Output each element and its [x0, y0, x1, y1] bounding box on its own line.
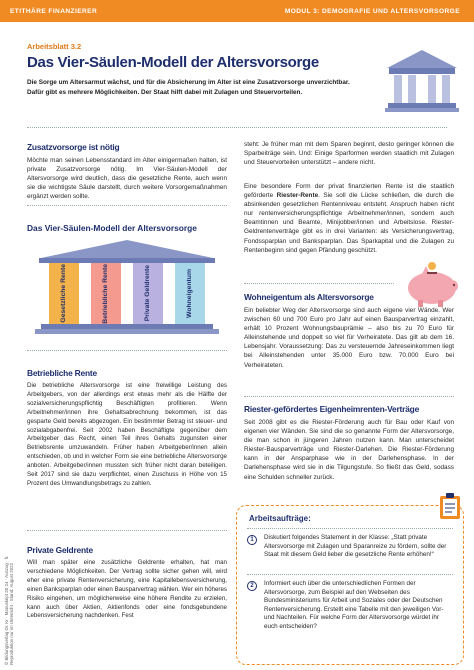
clipboard-icon [437, 492, 463, 520]
section-text-private-geldrente-cont: steht: Je früher man mit dem Sparen beginnt, desto geringer können die Sparbeiträge sein. Und: Einige Sparformen werden staatlich mit Zulagen und Steuervorteilen unterstützt – andere nicht. [244, 141, 454, 167]
page-title: Das Vier-Säulen-Modell der Altersvorsorge [27, 54, 319, 71]
pillar-label: Betriebliche Rente [102, 263, 109, 324]
section-text-wohneigentum: Ein beliebter Weg der Altersvorsorge sind auch eigene vier Wände. Wer zwischen 60 und 700 Euro pro Jahr auf einen Bausparvertrag einzahlt, erhält 10 Prozent Wohnungsbauprämie – also bis zu 70 Euro für Alleinstehende und doppelt so viel für Verheiratete. Das gilt ab dem 16. Lebensjahr. Voraussetzung: Das zu versteuernde Jahreseinkommen liegt bei Alleinstehenden unter 35.000 Euro bzw. 70.000 Euro bei Verheirateten. [244, 307, 454, 369]
section-heading-wohneigentum: Wohneigentum als Altersvorsorge [244, 292, 374, 302]
divider [27, 530, 227, 531]
worksheet-label: Arbeitsblatt 3.2 [27, 42, 82, 51]
pillar-wohneigentum [175, 263, 205, 324]
riester-rente-term: Riester-Rente [276, 192, 319, 200]
tasks-title: Arbeitsaufträge: [249, 514, 311, 523]
section-heading-zusatzvorsorge: Zusatzvorsorge ist nötig [27, 142, 120, 152]
task-number: 2 [247, 581, 257, 591]
header-series-title: ETITHÄRE FINANZIERER [10, 8, 98, 15]
bank-building-icon [383, 46, 461, 114]
pillar-label: Gesetzliche Rente [60, 264, 67, 323]
pillar-label: Wohneigentum [186, 269, 193, 318]
section-text-private-geldrente: Will man später eine zusätzliche Geldrente erhalten, hat man verschiedene Möglichkeiten. Der Vertrag sollte sicher gehen will, wird eher eine private Rentenversicherung, eine Kapitallebensversicherung, einen Banksparplan oder einen Bausparvertrag wählen. Wer ein höheres Risiko eingehen, um möglicherweise eine höhere Rendite zu erzielen, kann auch über Aktien, Aktienfonds oder eine fondsgebundene Lebensversicherung nachdenken. Fest [27, 559, 227, 620]
section-text-betriebliche-rente: Die betriebliche Altersvorsorge ist eine freiwillige Leistung des Arbeitgebers, von der allerdings erst etwas mehr als die Hälfte der sozialversicherungspflichtig Beschäftigten profitieren. Wenn Arbeitnehmer/innen ihre Gehaltsabrechnung bekommen, ist das gesparte Geld bereits abgezogen. Ein bestimmter Betrag ist steuer- und sozialabgabenfrei. Seit 2002 haben Beschäftigte gegenüber dem Arbeitgeber das Recht, einen Teil ihres Gehalts zugunsten einer Betriebsrente umzuwandeln. Früher haben Arbeitgeber/innen allein entschieden, ob und in welcher Form sie eine betriebliche Altersvorsorge anboten. Arbeitgeber/innen mussten sich früher nicht daran beteiligen. Seit 2017 sind sie dazu verpflichtet, einen Zuschuss in Höhe von 15 Prozent des Umwandlungsbetrags zu zahlen. [27, 382, 227, 487]
piggy-bank-icon [400, 262, 464, 308]
divider [27, 205, 227, 206]
divider [27, 127, 447, 128]
section-text-riester-eigenheim: Seit 2008 gibt es die Riester-Förderung auch für Bau oder Kauf von eigenen vier Wänden. Sie sind die so genannte Form der Altersvorsorge, die man schon in jüngeren Jahren nutzen kann. Man unterscheidet Riester-Bausparverträge und Riester-Darlehen. Die Riester-Förderung kann in der Ansparphase wie in der Darlehensphase. In der Darlehensphase wird sie in die Tilgungstufe. So fließt das Geld, sodass eine Schulden schneller zurück. [244, 419, 454, 481]
copyright-sidenote: © Bildungsverlag Dr. Kr · Manuskript 20·24 · Auszug · fr. Reproduktion nur im Unterricht · Stand: August 2022 [4, 555, 15, 665]
pillar-betriebliche-rente [91, 263, 121, 324]
divider [244, 396, 454, 397]
task-1-text: Diskutiert folgendes Statement in der Klasse: „Statt private Altersvorsorge mit Zulagen und Sparanreize zu fördern, sollte der Staat mit diesem Geld lieber die gesetzliche Rente erhöhen!“ [264, 534, 447, 559]
pillar-label: Private Geldrente [144, 265, 151, 322]
divider [27, 350, 227, 351]
header-bar [0, 0, 474, 22]
section-heading-betriebliche-rente: Betriebliche Rente [27, 368, 97, 378]
divider [247, 574, 453, 575]
header-module-title: MODUL 3: DEMOGRAFIE UND ALTERSVORSORGE [284, 8, 460, 15]
tasks-box [236, 505, 464, 665]
diagram-title: Das Vier-Säulen-Modell der Altersvorsorge [27, 223, 197, 233]
intro-text: Die Sorge um Altersarmut wächst, und für die Absicherung im Alter ist eine Zusatzvorsorge unverzichtbar. Dafür gibt es mehrere Möglichkeiten. Der Staat hilft dabei mit Zulagen und Steuervorteilen. [27, 79, 350, 96]
pillar-gesetzliche-rente [49, 263, 79, 324]
task-2-text: Informiert euch über die unterschiedlichen Formen der Altersvorsorge, zum Beispiel auf den Webseiten des Bundesministeriums für Arbeit und Soziales oder der Deutschen Rentenversicherung. Erstellt eine Tabelle mit den jeweiligen Vor- und Nachteilen. Für welche Form der Altersvorsorge würdet ihr euch entscheiden? [264, 580, 444, 630]
section-heading-private-geldrente: Private Geldrente [27, 545, 93, 555]
riester-text-post: . Sie soll die Lücke schließen, die durch die absinkenden gesetzlichen Rentenniveau entsteht. Anspruch haben nicht nur rentenversicherungspflichtige Arbeitnehmer/innen, sondern auch Beamtinnen und Beamte, Minijobber/innen und Arbeitslose. Riester-Geldrentenverträge gibt es in drei Varianten: als Versicherungsvertrag, Fondssparplan und Banksparplan. Das Sparkapital und die Zulagen zu Rentenbeginn sind gegen Pfändung geschützt. [244, 192, 454, 254]
riester-text-pre: Eine besondere Form der privat finanzierten Rente ist die staatlich geförderte [244, 183, 454, 200]
pillar-private-geldrente [133, 263, 163, 324]
section-text-riester-rente [244, 182, 454, 255]
divider [244, 283, 394, 284]
four-pillar-diagram [27, 238, 227, 338]
section-heading-riester-eigenheim: Riester-gefördertes Eigenheimrenten-Verträge [244, 404, 420, 414]
task-number: 1 [247, 535, 257, 545]
divider [247, 528, 453, 529]
section-text-zusatzvorsorge: Möchte man seinen Lebensstandard im Alter einigermaßen halten, ist private Zusatzvorsorge nötig. Im Vier-Säulen-Modell der Altersvorsorge wird deutlich, dass die gesetzliche Rente, auch wenn sie die wichtigste Säule darstellt, durch weitere Vorsorgemaßnahmen ergänzt werden sollte. [27, 157, 227, 201]
